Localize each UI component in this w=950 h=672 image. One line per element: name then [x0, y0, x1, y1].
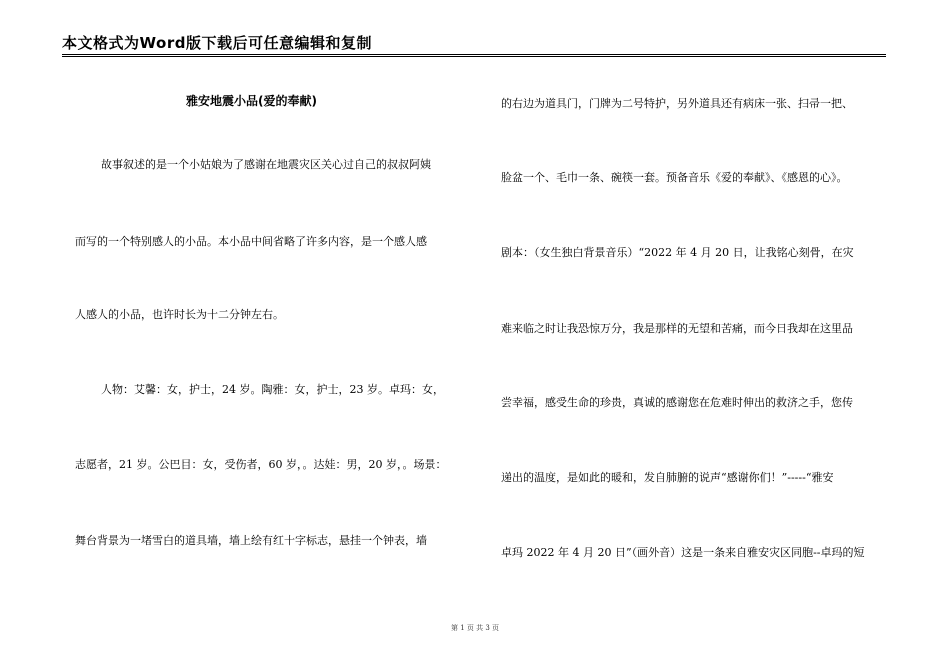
left-line-1: 故事叙述的是一个小姑娘为了感谢在地震灾区关心过自己的叔叔阿姨 [101, 158, 431, 171]
right-line-1: 的右边为道具门，门牌为二号特护，另外道具还有病床一张、扫帚一把、 [501, 97, 853, 110]
header-rule [62, 54, 886, 55]
right-line-4: 难来临之时让我恐惊万分，我是那样的无望和苦痛，而今日我却在这里品 [501, 322, 853, 335]
right-line-5: 尝幸福，感受生命的珍贵，真诚的感谢您在危难时伸出的救济之手，您传 [501, 396, 853, 409]
right-line-6: 递出的温度，是如此的暖和，发自肺腑的说声“感谢你们！”-----“雅安 [501, 471, 834, 484]
header-rule-second [62, 56, 886, 57]
left-line-5: 志愿者，21 岁。公巴目：女，受伤者，60 岁，。达娃：男，20 岁，。场景： [75, 458, 447, 471]
page-header-text: 本文格式为Word版下载后可任意编辑和复制 [62, 34, 372, 52]
left-line-2: 而写的一个特别感人的小品。本小品中间省略了许多内容，是一个感人感 [75, 235, 427, 248]
right-line-3: 剧本：（女生独白背景音乐）“2022 年 4 月 20 日，让我铭心刻骨，在灾 [501, 246, 854, 259]
left-line-4: 人物：艾馨：女，护士，24 岁。陶雅：女，护士，23 岁。卓玛：女， [101, 383, 444, 396]
left-line-3: 人感人的小品，也许时长为十二分钟左右。 [75, 308, 284, 321]
right-line-7: 卓玛 2022 年 4 月 20 日”（画外音）这是一条来自雅安灾区同胞--卓玛的短 [501, 546, 865, 559]
right-line-2: 脸盆一个、毛巾一条、碗筷一套。预备音乐《爱的奉献》、《感恩的心》。 [501, 171, 848, 184]
left-line-6: 舞台背景为一堵雪白的道具墙，墙上绘有红十字标志，悬挂一个钟表，墙 [75, 534, 427, 547]
page-number-footer: 第 1 页 共 3 页 [450, 624, 500, 632]
document-title: 雅安地震小品(爱的奉献) [186, 94, 317, 108]
